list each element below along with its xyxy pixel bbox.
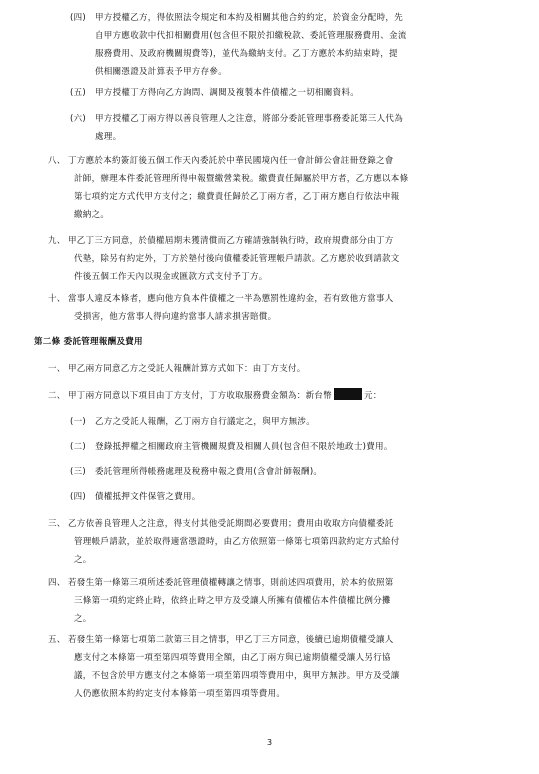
article-line: 應支付之本條第一項至第四項等費用全額，由乙丁兩方與已逾期債權受讓人另行協 <box>74 653 391 663</box>
article-line: 受損害，他方當事人得向違約當事人請求損害賠償。 <box>74 312 277 322</box>
article-line: 計師，辦理本件委託管理所得申報暨繳營業稅。繳費責任歸屬於甲方者，乙方應以本條 <box>74 174 409 184</box>
article-line: 件後五個工作天內以現金或匯款方式支付予丁方。 <box>74 272 268 282</box>
article-line: 之。 <box>74 555 92 565</box>
item-label: (四) <box>70 492 87 502</box>
item-line: 處理。 <box>95 132 122 142</box>
section-2-title: 第二條 委託管理報酬及費用 <box>34 337 143 347</box>
item-label: (四) <box>70 13 87 23</box>
article-label: 五、 <box>48 635 66 645</box>
article-line: 第七項約定方式代甲方支付之；繳費責任歸於乙丁兩方者，乙丁兩方應自行依法申報 <box>74 192 400 202</box>
item-line: 委託管理所得帳務處理及稅務申報之費用(含會計師報酬)。 <box>95 467 323 477</box>
item-label: (一) <box>70 417 87 427</box>
article-label: 九、 <box>48 236 66 246</box>
item-line: 登錄抵押權之相關政府主管機關規費及相關人員(包含但不限於地政士)費用。 <box>95 442 393 452</box>
item-line: 債權抵押文件保管之費用。 <box>95 492 201 502</box>
article-label: 一、 <box>48 364 66 374</box>
item-label: (三) <box>70 467 87 477</box>
item-label: (六) <box>70 114 87 124</box>
article-line-text: 甲丁兩方同意以下項目由丁方支付，丁方收取服務費金額為：新台幣 <box>68 391 333 401</box>
article-line <box>68 387 382 405</box>
page-number: 3 <box>266 738 273 747</box>
article-line: 甲乙兩方同意乙方之受託人報酬計算方式如下：由丁方支付。 <box>68 364 306 374</box>
item-line: 乙方之受託人報酬，乙丁兩方自行議定之，與甲方無涉。 <box>95 417 316 427</box>
article-label: 四、 <box>48 578 66 588</box>
article-line: 當事人違反本條者，應向他方負本件債權之一半為懲罰性違約金，若有致他方當事人 <box>68 294 394 304</box>
article-label: 三、 <box>48 519 66 529</box>
item-line: 自甲方應收款中代扣相關費用(包含但不限於扣繳稅款、委託管理服務費用、金流 <box>95 31 407 41</box>
article-line: 議，不包含於甲方應支付之本條第一項至第四項等費用中，與甲方無涉。甲方及受讓 <box>74 671 400 681</box>
article-line: 若發生第一條第三項所述委託管理債權轉讓之情事，則前述四項費用，於本約依照第 <box>68 578 394 588</box>
article-line: 代墊，除另有約定外，丁方於墊付後向債權委託管理帳戶請款。乙方應於收到請款文 <box>74 254 400 264</box>
article-label: 八、 <box>48 156 66 166</box>
article-line: 之。 <box>74 614 92 624</box>
article-line: 管理帳戶請款，並於取得適當憑證時，由乙方依照第一條第七項第四款約定方式給付 <box>74 537 400 547</box>
currency-suffix: 元： <box>364 391 382 401</box>
article-line: 若發生第一條第七項第二款第三目之情事，甲乙丁三方同意，後續已逾期債權受讓人 <box>68 635 394 645</box>
item-line: 甲方授權乙丁兩方得以善良管理人之注意，將部分委託管理事務委託第三人代為 <box>95 114 404 124</box>
item-line: 供相關憑證及計算表予甲方存參。 <box>95 67 228 77</box>
article-label: 二、 <box>48 391 66 401</box>
article-label: 十、 <box>48 294 66 304</box>
article-line: 人仍應依照本約約定支付本條第一項至第四項等費用。 <box>74 689 286 699</box>
item-line: 服務費用、及政府機關規費等)，並代為繳納支付。乙丁方應於本約結束時，提 <box>95 49 398 59</box>
item-label: (二) <box>70 442 87 452</box>
item-label: (五) <box>70 88 87 98</box>
item-line: 甲方授權丁方得向乙方詢問、調閱及複製本件債權之一切相關資料。 <box>95 88 360 98</box>
article-line: 繳納之。 <box>74 210 110 220</box>
article-line: 丁方應於本約簽訂後五個工作天內委託於中華民國境內任一會計師公會註冊登錄之會 <box>68 156 394 166</box>
redacted-amount <box>334 388 362 400</box>
article-line: 甲乙丁三方同意，於債權屆期未獲清償而乙方確請強制執行時，政府規費部分由丁方 <box>68 236 394 246</box>
article-line: 三條第一項約定終止時，依終止時之甲方及受讓人所擁有債權佔本件債權比例分攤 <box>74 596 391 606</box>
item-line: 甲方授權乙方，得依照法令規定和本約及相關其他合約約定，於資金分配時，先 <box>95 13 404 23</box>
article-line: 乙方依善良管理人之注意，得支付其他受託期間必要費用；費用由收取方向債權委託 <box>68 519 394 529</box>
